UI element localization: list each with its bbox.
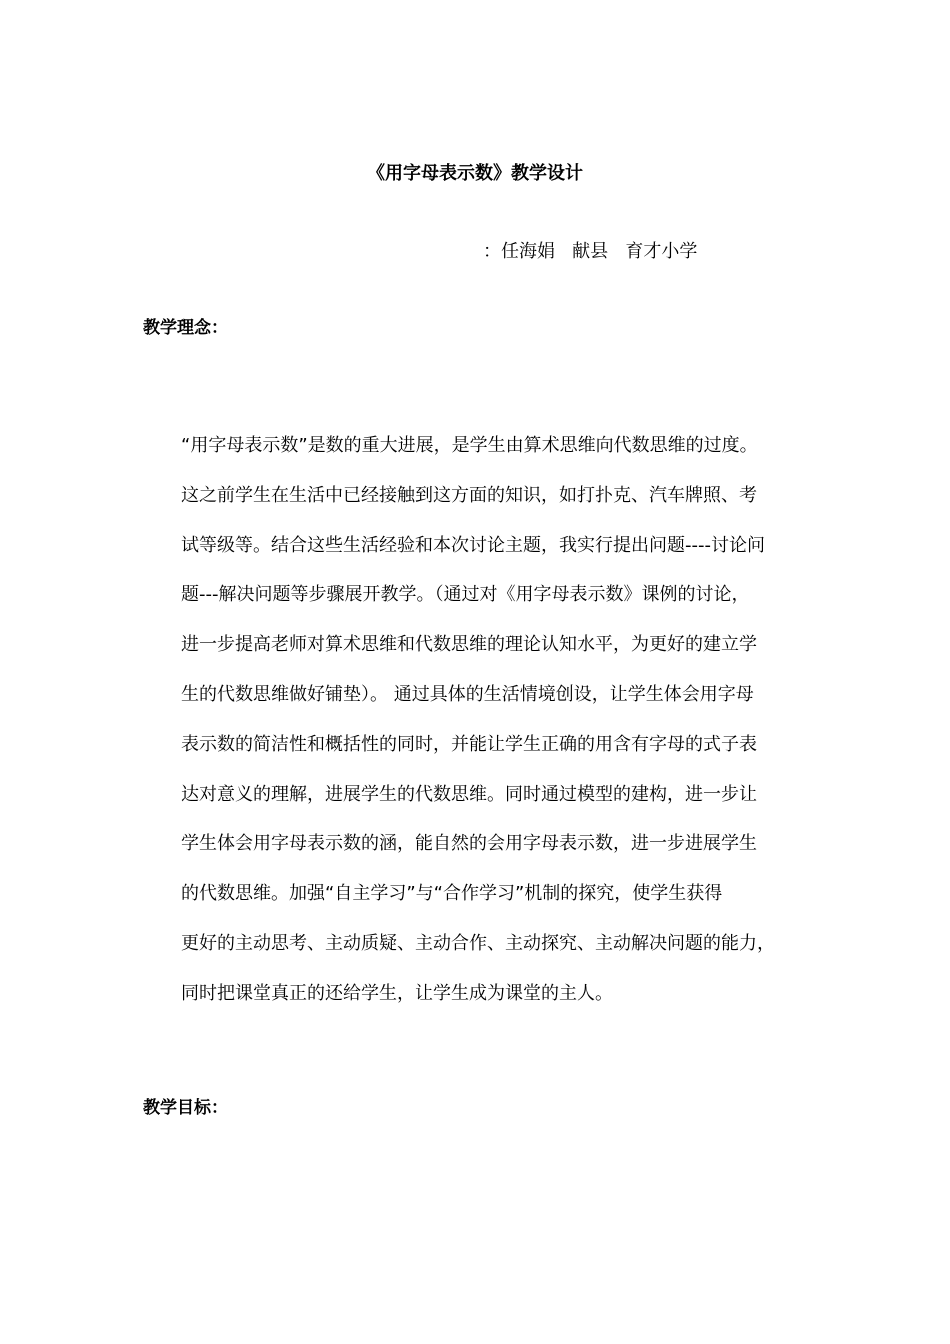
philosophy-paragraph	[181, 432, 821, 1030]
paragraph-line: 达对意义的理解，进展学生的代数思维。同时通过模型的建构，进一步让	[181, 783, 757, 805]
paragraph-line: 题---解决问题等步骤展开教学。（通过对《用字母表示数》课例的讨论，	[181, 584, 750, 606]
paragraph-line: 同时把课堂真正的还给学生，让学生成为课堂的主人。	[181, 982, 613, 1004]
section-heading-philosophy: 教学理念：	[143, 318, 228, 338]
paragraph-line: 的代数思维。加强“自主学习”与“合作学习”机制的探究，使学生获得	[181, 883, 723, 905]
author-line: ：任海娟 献县 育才小学	[483, 241, 698, 262]
paragraph-line: “用字母表示数”是数的重大进展，是学生由算术思维向代数思维的过度。	[181, 435, 758, 456]
paragraph-line: 更好的主动思考、主动质疑、主动合作、主动探究、主动解决问题的能力，	[181, 932, 775, 954]
section-heading-objectives: 教学目标：	[143, 1098, 228, 1118]
paragraph-line: 学生体会用字母表示数的涵，能自然的会用字母表示数，进一步进展学生	[181, 833, 757, 855]
paragraph-line: 进一步提高老师对算术思维和代数思维的理论认知水平，为更好的建立学	[181, 634, 757, 656]
paragraph-line: 生的代数思维做好铺垫）。 通过具体的生活情境创设，让学生体会用字母	[181, 683, 754, 705]
paragraph-line: 这之前学生在生活中已经接触到这方面的知识，如打扑克、汽车牌照、考	[181, 484, 757, 506]
paragraph-line: 试等级等。结合这些生活经验和本次讨论主题，我实行提出问题----讨论问	[181, 534, 765, 556]
paragraph-line: 表示数的简洁性和概括性的同时，并能让学生正确的用含有字母的式子表	[181, 733, 757, 755]
document-title: 《用字母表示数》教学设计	[367, 163, 583, 184]
